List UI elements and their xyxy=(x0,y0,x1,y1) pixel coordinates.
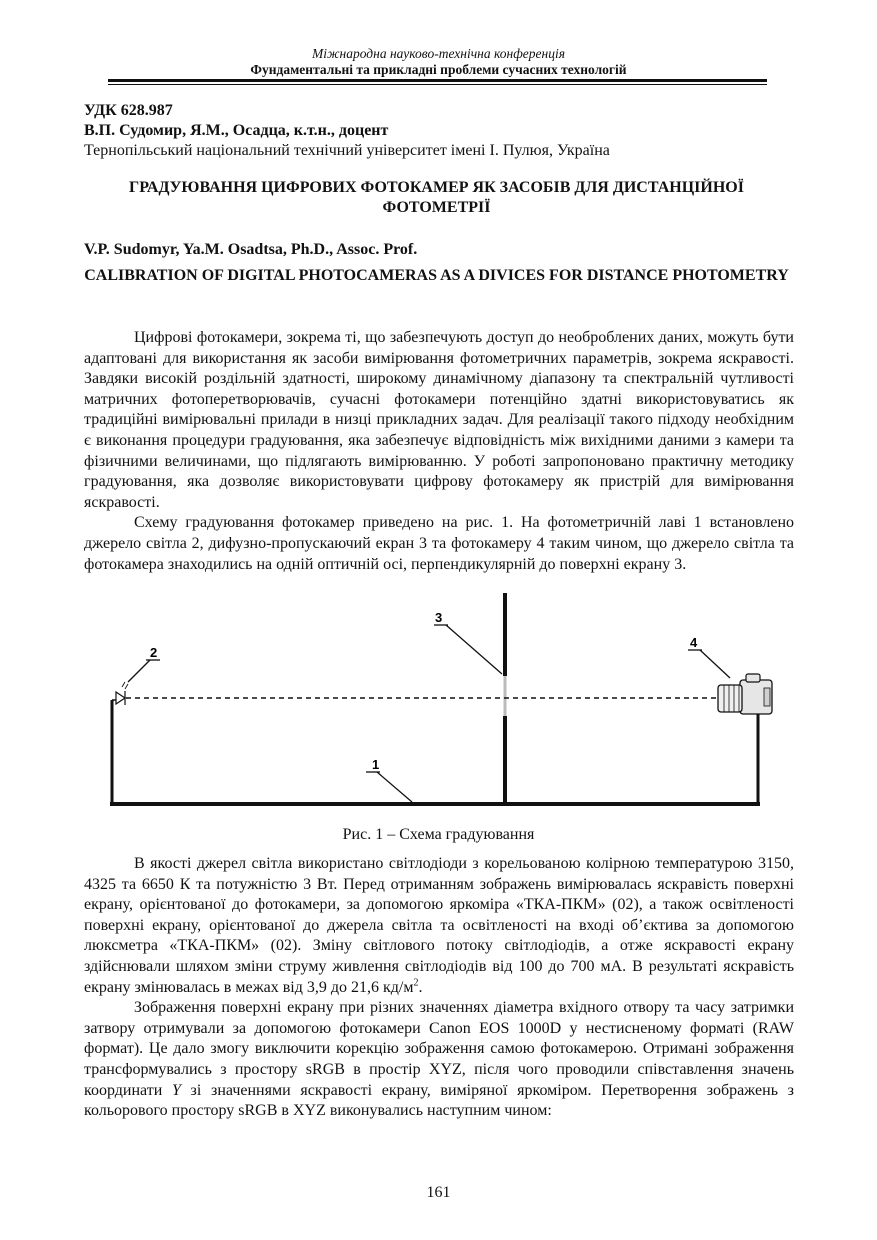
title-en: CALIBRATION OF DIGITAL PHOTOCAMERAS AS A DIVICES FOR DISTANCE PHOTOMETRY xyxy=(84,267,789,284)
leader-2 xyxy=(128,660,150,682)
udk-code: УДК 628.987 xyxy=(84,102,173,119)
figure-caption: Рис. 1 – Схема градуювання xyxy=(342,826,535,843)
authors-ua: В.П. Судомир, Я.М., Осадца, к.т.н., доцент xyxy=(84,122,389,139)
paragraph-scheme: Схему градуювання фотокамер приведено на рис. 1. На фотометричній лаві 1 встановлено джерело світла 2, дифузно-пропускаючий екран 3 та фотокамеру 4 таким чином, що джерело світла та фотокамера знаходились на одній оптичній осі, перпендикулярній до поверхні екрану 3. xyxy=(84,514,794,573)
body-section-1 xyxy=(84,328,794,575)
label-4: 4 xyxy=(690,635,698,650)
paragraph-images: Зображення поверхні екрану при різних значеннях діаметра вхідного отвору та часу затримки затвору отримували за допомогою фотокамери Canon EOS 1000D у нестисненому форматі (RAW формат). Це дало змогу виключити корекцію зображення самою фотокамерою. Отримані зображення трансформувались з простору sRGB в простір XYZ, після чого проводили співставлення значень координати Y зі значеннями яскравості екрану, виміряної яркоміром. Перетворення зображень з кольорового простору sRGB в XYZ виконувались наступним чином: xyxy=(84,999,794,1120)
header-rule-thick xyxy=(108,79,767,82)
label-2: 2 xyxy=(150,645,158,660)
conference-subtitle: Фундаментальні та прикладні проблеми сучасних технологій xyxy=(250,62,627,77)
leader-3 xyxy=(446,625,502,674)
label-1: 1 xyxy=(372,757,380,772)
label-3: 3 xyxy=(435,610,443,625)
affiliation: Тернопільський національний технічний університет імені І. Пулюя, Україна xyxy=(84,142,610,159)
body-section-2 xyxy=(84,854,794,1122)
page-number: 161 xyxy=(426,1184,451,1201)
leader-4 xyxy=(700,650,730,678)
leader-1 xyxy=(377,772,412,802)
paragraph-intro: Цифрові фотокамери, зокрема ті, що забезпечують доступ до необроблених даних, можуть бути адаптовані для використання як засоби вимірювання фотометричних параметрів, зокрема яскравості. Завдяки високій роздільній здатності, широкому динамічному діапазону та спектральній чутливості матричних фотоперетворювачів, сучасні фотокамери потенційно здатні використовуватись як традиційні вимірювальні прилади в низці прикладних задач. Для реалізації такого підходу необхідним є виконання процедури градуювання, яка забезпечує відповідність між вихідними даними з камери та фізичними величинами, що підлягають вимірюванню. У роботі запропоновано практичну методику градуювання, яка дозволяє використовувати цифрову фотокамеру як пристрій для вимірювання яскравості. xyxy=(84,329,794,511)
paragraph-light-sources: В якості джерел світла використано світлодіоди з корельованою колірною температурою 3150, 4325 та 6650 К та потужністю 3 Вт. Перед отриманням зображень вимірювалась яскравість поверхні екрану, орієнтованої до фотокамери, за допомогою яркоміра «ТКА-ПКМ» (02), а також освітленості поверхні екрану, орієнтованої до джерела світла та освітленості на вході об’єктива за допомогою люксметра «ТКА-ПКМ» (02). Зміну світлового потоку світлодіодів, а отже яскравості екрану здійснювали шляхом зміни струму живлення світлодіодів від 100 до 700 мА. В результаті яскравість екрану змінювалась в межах від 3,9 до 21,6 $кд/м^2$. xyxy=(84,855,794,996)
header-rule-thin xyxy=(108,84,767,85)
camera-icon xyxy=(718,674,772,714)
calibration-scheme-figure xyxy=(100,588,790,820)
title-ua: ГРАДУЮВАННЯ ЦИФРОВИХ ФОТОКАМЕР ЯК ЗАСОБІВ ДЛЯ ДИСТАНЦІЙНОЇ ФОТОМЕТРІЇ xyxy=(129,179,744,216)
authors-en: V.P. Sudomyr, Ya.M. Osadtsa, Ph.D., Assoc. Prof. xyxy=(84,241,418,258)
led-light-source xyxy=(112,682,128,705)
conference-header: Міжнародна науково-технічна конференція xyxy=(311,46,566,61)
